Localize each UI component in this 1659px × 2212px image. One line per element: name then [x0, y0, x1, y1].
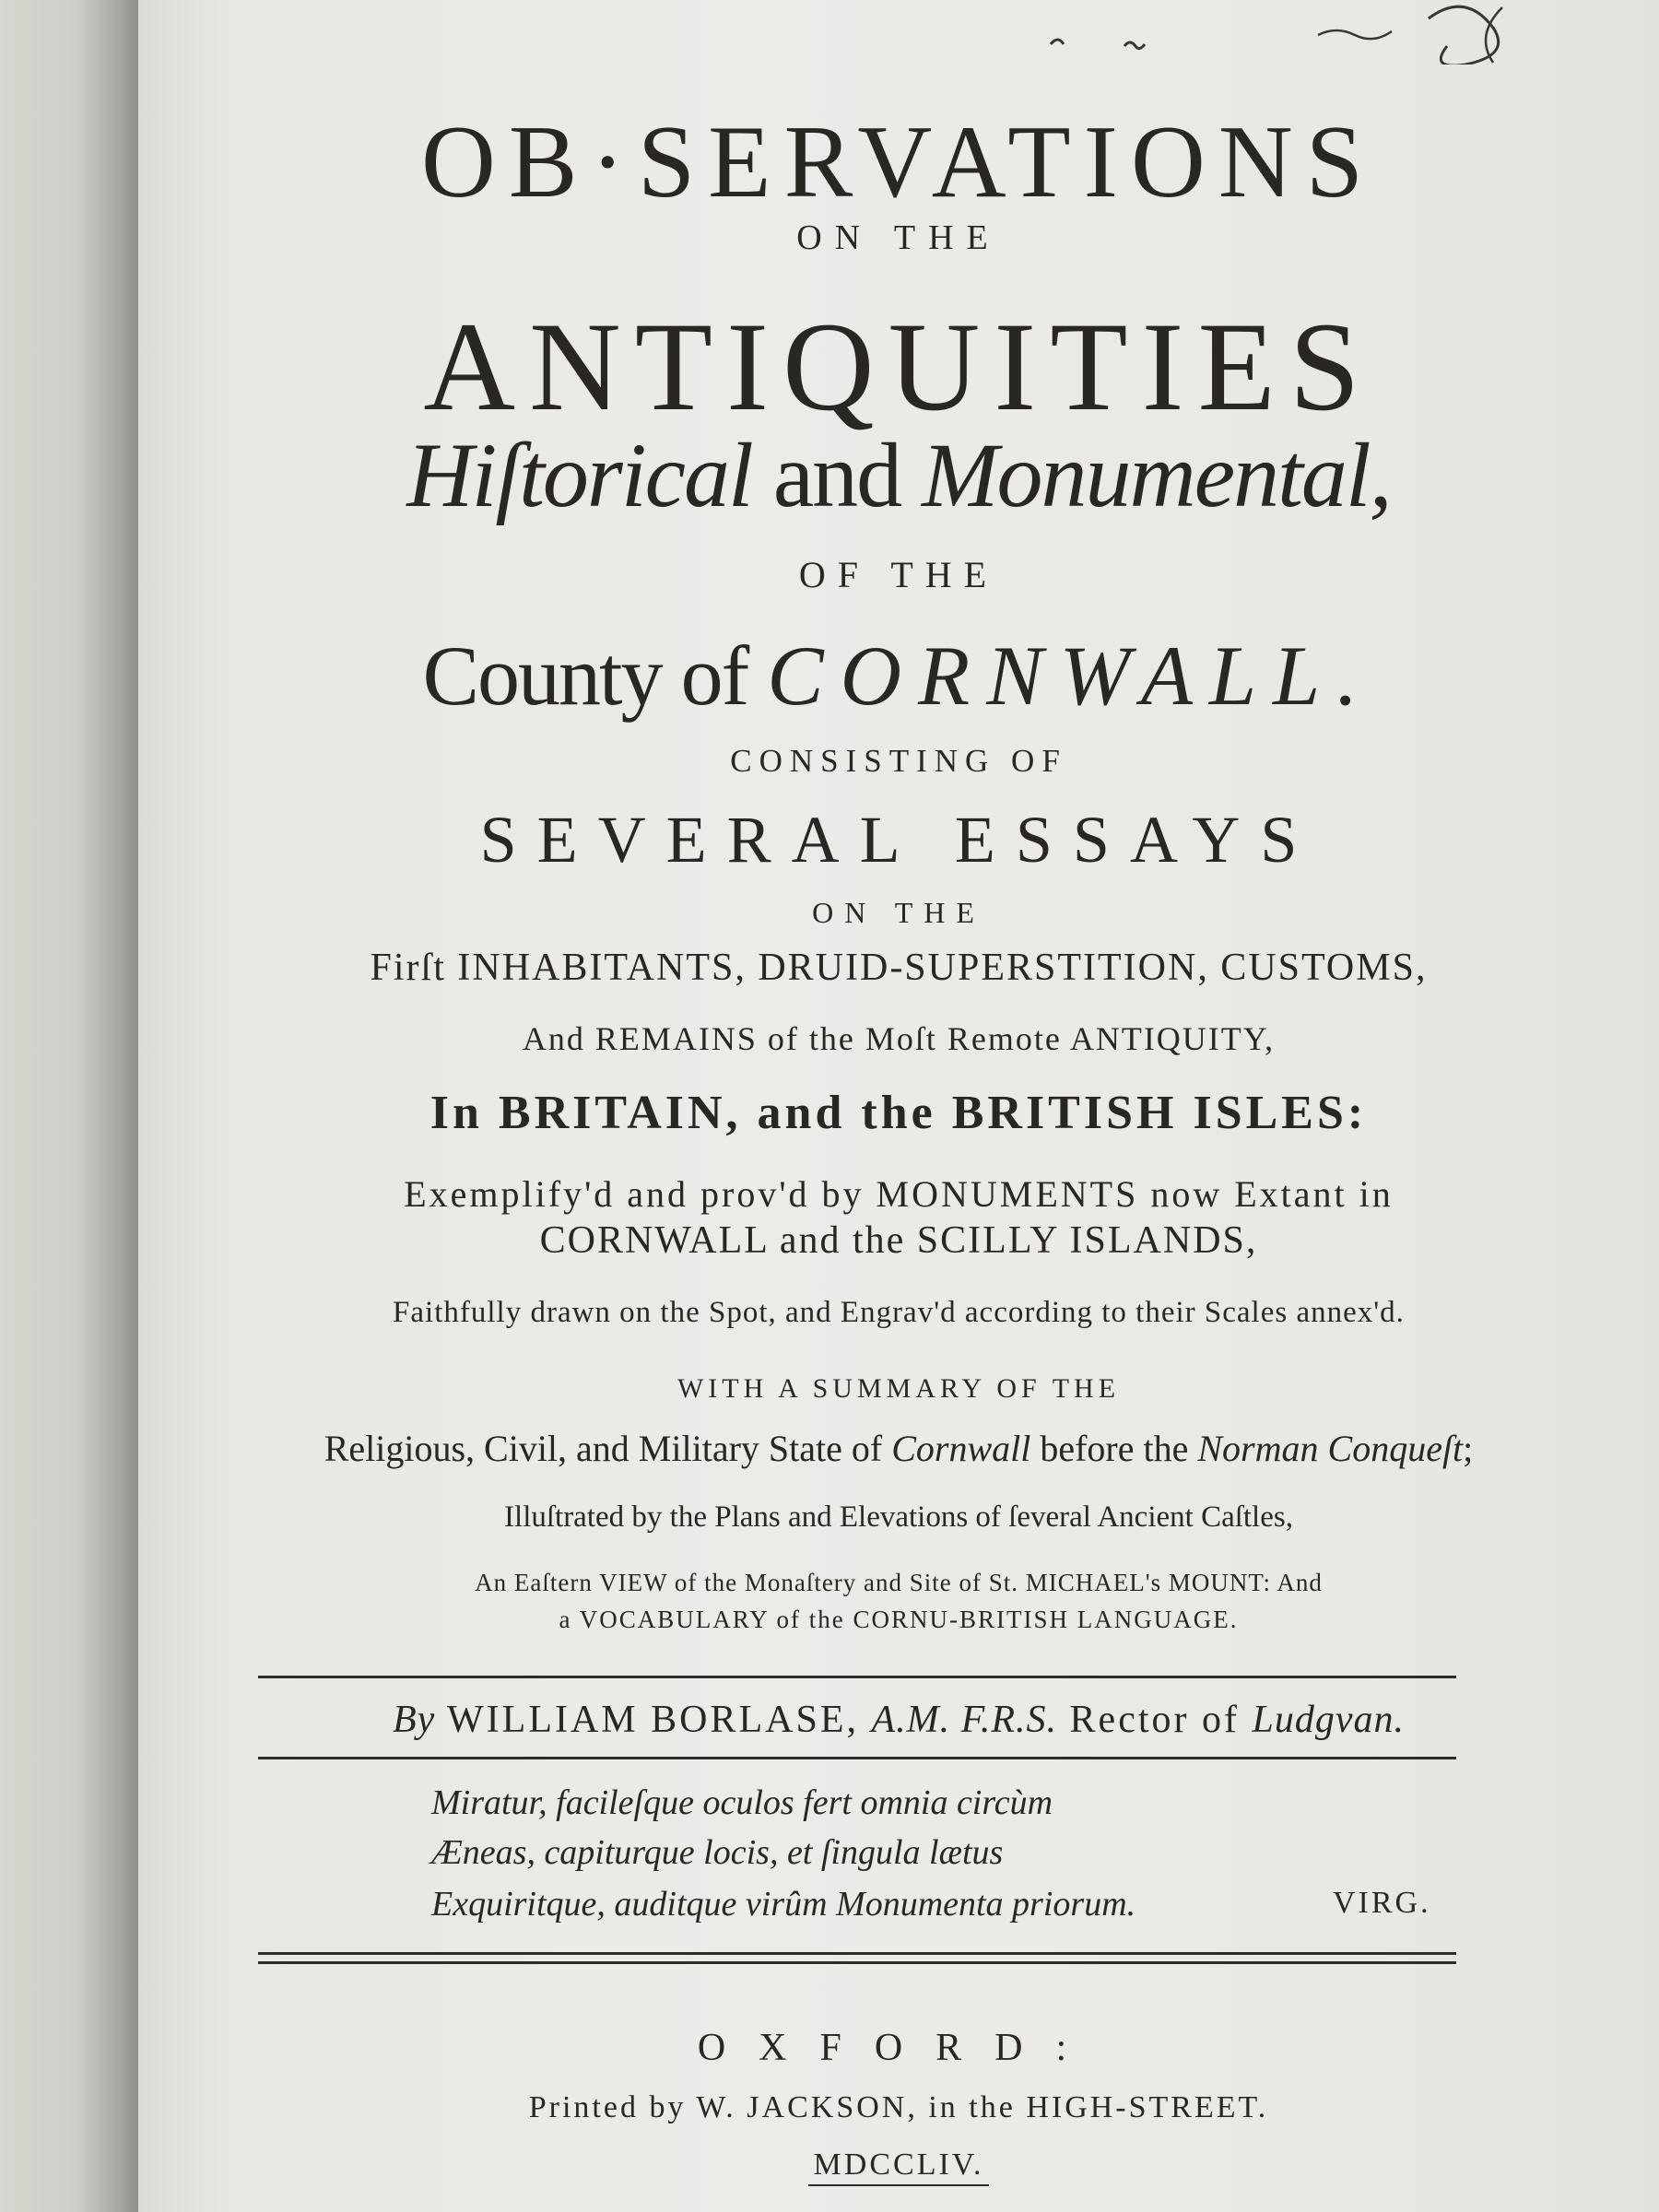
title-observations: OB·SERVATIONS: [421, 105, 1376, 219]
cornwall-word: CORNWALL.: [767, 629, 1375, 723]
britain-isles: In BRITAIN, and the BRITISH ISLES:: [429, 1087, 1368, 1139]
consisting-of: CONSISTING OF: [730, 743, 1067, 779]
double-rule-bottom: [258, 1961, 1456, 1964]
by-word: By: [392, 1699, 436, 1741]
author-line: [138, 1698, 1659, 1742]
imprint-date: MDCCLIV.: [808, 2146, 990, 2186]
cornwall-scilly: CORNWALL and the SCILLY ISLANDS,: [539, 1219, 1258, 1262]
eastern-view: An Eaſtern VIEW of the Monaſtery and Site of St. MICHAEL's MOUNT: And: [475, 1569, 1323, 1596]
quote-source: VIRG.: [1333, 1886, 1431, 1920]
first-inhabitants: Firſt INHABITANTS, DRUID-SUPERSTITION, CUSTOMS,: [370, 947, 1428, 989]
title-page: [138, 0, 1659, 2212]
exemplifyd-line: Exemplify'd and prov'd by MONUMENTS now Extant in: [404, 1173, 1394, 1215]
before-the: before the: [1040, 1428, 1189, 1469]
religious-civil-military: [138, 1427, 1659, 1470]
divider-rule: [258, 1757, 1456, 1759]
historical-word: Hiſtorical: [406, 424, 752, 526]
county-of: County of: [422, 629, 748, 723]
quote-line-3: Exquiritque, auditque virûm Monumenta priorum.: [431, 1885, 1136, 1924]
religious-part: Religious, Civil, and Military State of: [324, 1428, 883, 1469]
county-of-cornwall: [138, 627, 1659, 724]
norman-conquest: Norman Conqueſt: [1197, 1428, 1464, 1469]
handwritten-annotation: [1041, 0, 1558, 65]
on-the-2: ON THE: [812, 896, 985, 929]
semicolon: ;: [1463, 1428, 1474, 1469]
imprint-date-wrap: [138, 2146, 1659, 2186]
several-essays: SEVERAL ESSAYS: [479, 803, 1318, 877]
of-the: OF THE: [798, 554, 999, 595]
imprint-city: OXFORD:: [697, 2027, 1100, 2069]
vocabulary: a VOCABULARY of the CORNU-BRITISH LANGUAGE.: [559, 1606, 1239, 1633]
historical-monumental: [138, 422, 1659, 528]
remains-antiquity: And REMAINS of the Moſt Remote ANTIQUITY,: [522, 1020, 1276, 1057]
with-a-summary: WITH A SUMMARY OF THE: [677, 1373, 1121, 1404]
cornwall-italic: Cornwall: [891, 1428, 1031, 1469]
rector-of: Rector of: [1069, 1699, 1240, 1741]
quote-line-1: Miratur, facileſque oculos fert omnia circùm: [431, 1783, 1053, 1822]
double-rule-top: [258, 1952, 1456, 1955]
monumental-word: Monumental,: [922, 424, 1391, 526]
author-name: WILLIAM BORLASE,: [447, 1699, 859, 1741]
ludgvan: Ludgvan.: [1252, 1699, 1405, 1741]
on-the-1: ON THE: [796, 218, 1001, 257]
imprint-printer: Printed by W. JACKSON, in the HIGH-STREET.: [528, 2090, 1269, 2124]
faithfully-drawn: Faithfully drawn on the Spot, and Engrav'd according to their Scales annex'd.: [393, 1296, 1405, 1329]
divider-rule: [258, 1676, 1456, 1678]
illustrated-castles: Illuſtrated by the Plans and Elevations of ſeveral Ancient Caſtles,: [504, 1500, 1293, 1534]
and-word: and: [772, 424, 901, 526]
quote-line-2: Æneas, capiturque locis, et ſingula lætus: [431, 1833, 1004, 1872]
book-gutter: [0, 0, 138, 2212]
title-antiquities: ANTIQUITIES: [423, 296, 1374, 437]
author-degrees: A.M. F.R.S.: [871, 1699, 1058, 1741]
